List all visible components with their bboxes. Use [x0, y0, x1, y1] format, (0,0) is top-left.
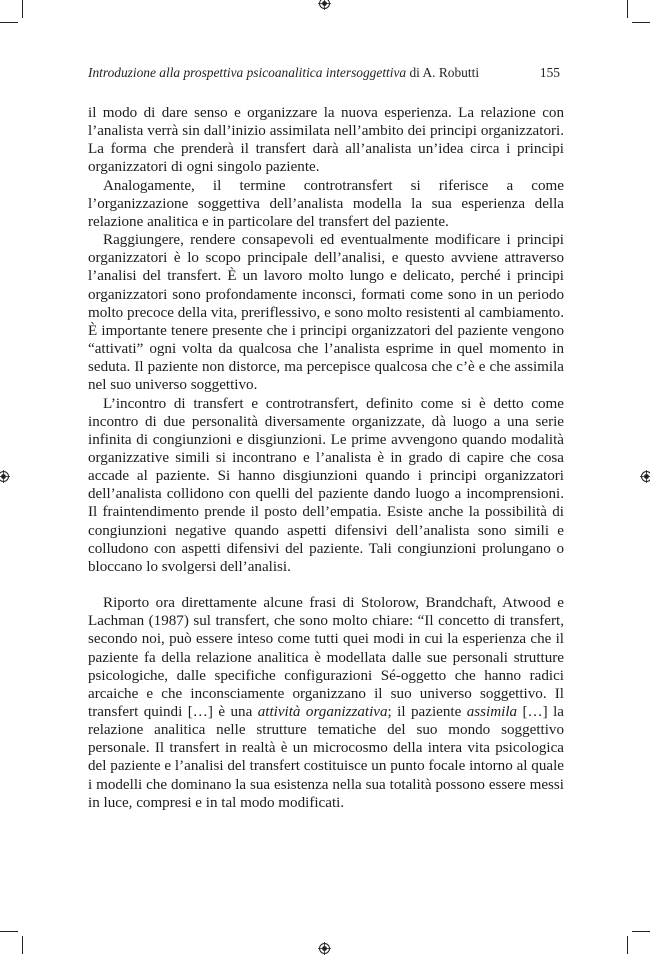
body-text	[88, 104, 564, 812]
quote-text: Riporto ora direttamente alcune frasi di Stolorow, Brandchaft, Atwood e Lachman (1987) sul transfert, che sono molto chiare: “Il concetto di transfert, secondo noi, può essere inteso come tutti quei modi in cui la esperienza che il paziente fa della relazione analitica è modellata dalle sue personali strutture psicologiche, dalle specifiche configurazioni Sé-oggetto che hanno radici arcaiche e che inconsciamente organizzano il suo universo soggettivo. Il transfert quindi […] è una	[88, 595, 564, 720]
crop-mark	[627, 936, 628, 954]
paragraph: il modo di dare senso e organizzare la nuova esperienza. La relazione con l’analista verrà sin dall’inizio assimilata nell’ambito dei principi organizzatori. La forma che prenderà il transfert darà all’analista un’idea circa i principi organizzatori di ogni singolo paziente.	[88, 104, 564, 177]
paragraph: Analogamente, il termine controtransfert si riferisce a come l’organizzazione soggettiva dell’analista modella la sua esperienza della relazione analitica e in particolare del transfert del paziente.	[88, 177, 564, 231]
crop-mark	[632, 22, 650, 23]
crop-mark	[0, 931, 18, 932]
registration-mark-icon	[318, 0, 331, 10]
paragraph: L’incontro di transfert e controtransfert, definito come si è detto come incontro di due personalità diversamente organizzate, dà luogo a una serie infinita di congiunzioni e disgiunzioni. Le prime avvengono quando modalità organizzative simili si incontrano e l’analista è in grado di capire che cosa accade al paziente. Si hanno disgiunzioni quando i principi organizzatori dell’analista collidono con quelli del paziente dando luogo a incomprensioni. Il fraintendimento prende il posto dell’empatia. Esiste anche la possibilità di congiunzioni negative quando aspetti difensivi dell’analista sono simili e colludono con aspetti difensivi del paziente. Tali congiunzioni prolungano o bloccano lo svolgersi dell’analisi.	[88, 395, 564, 577]
page-number: 155	[540, 65, 560, 81]
quote-emphasis: assimila	[467, 704, 517, 720]
crop-mark	[22, 936, 23, 954]
registration-mark-icon	[318, 942, 331, 955]
quote-text: […] la relazione analitica nelle strutture tematiche del suo mondo soggettivo personale. Il transfert in realtà è un microcosmo della intera vita psicologica del paziente e l’analisi del transfert costituisce un punto focale intorno al quale i modelli che dominano la sua esistenza nella sua totalità possono essere messi in luce, compresi e in tal modo modificati.	[88, 704, 564, 811]
running-head-title: Introduzione alla prospettiva psicoanalitica intersoggettiva	[88, 65, 406, 80]
quote-text: ; il paziente	[388, 704, 467, 720]
quote-emphasis: attività organizzativa	[258, 704, 388, 720]
quote-paragraph	[88, 594, 564, 812]
registration-mark-icon	[640, 470, 650, 483]
registration-mark-icon	[0, 470, 10, 483]
crop-mark	[22, 0, 23, 18]
running-head	[88, 65, 564, 81]
crop-mark	[632, 931, 650, 932]
paragraph: Raggiungere, rendere consapevoli ed eventualmente modificare i principi organizzatori è lo scopo principale dell’analisi, e questo avviene attraverso l’analisi del transfert. È un lavoro molto lungo e delicato, perché i principi organizzatori sono profondamente inconsci, formati come sono in un periodo molto precoce della vita, preriflessivo, e sono molto resistenti al cambiamento. È importante tenere presente che i principi organizzatori del paziente vengono “attivati” ogni volta da qualcosa che l’analista esprime in quel momento in seduta. Il paziente non distorce, ma percepisce qualcosa che c’è e che assimila nel suo universo soggettivo.	[88, 231, 564, 394]
running-head-author: di A. Robutti	[406, 65, 479, 80]
crop-mark	[627, 0, 628, 18]
crop-mark	[0, 22, 18, 23]
